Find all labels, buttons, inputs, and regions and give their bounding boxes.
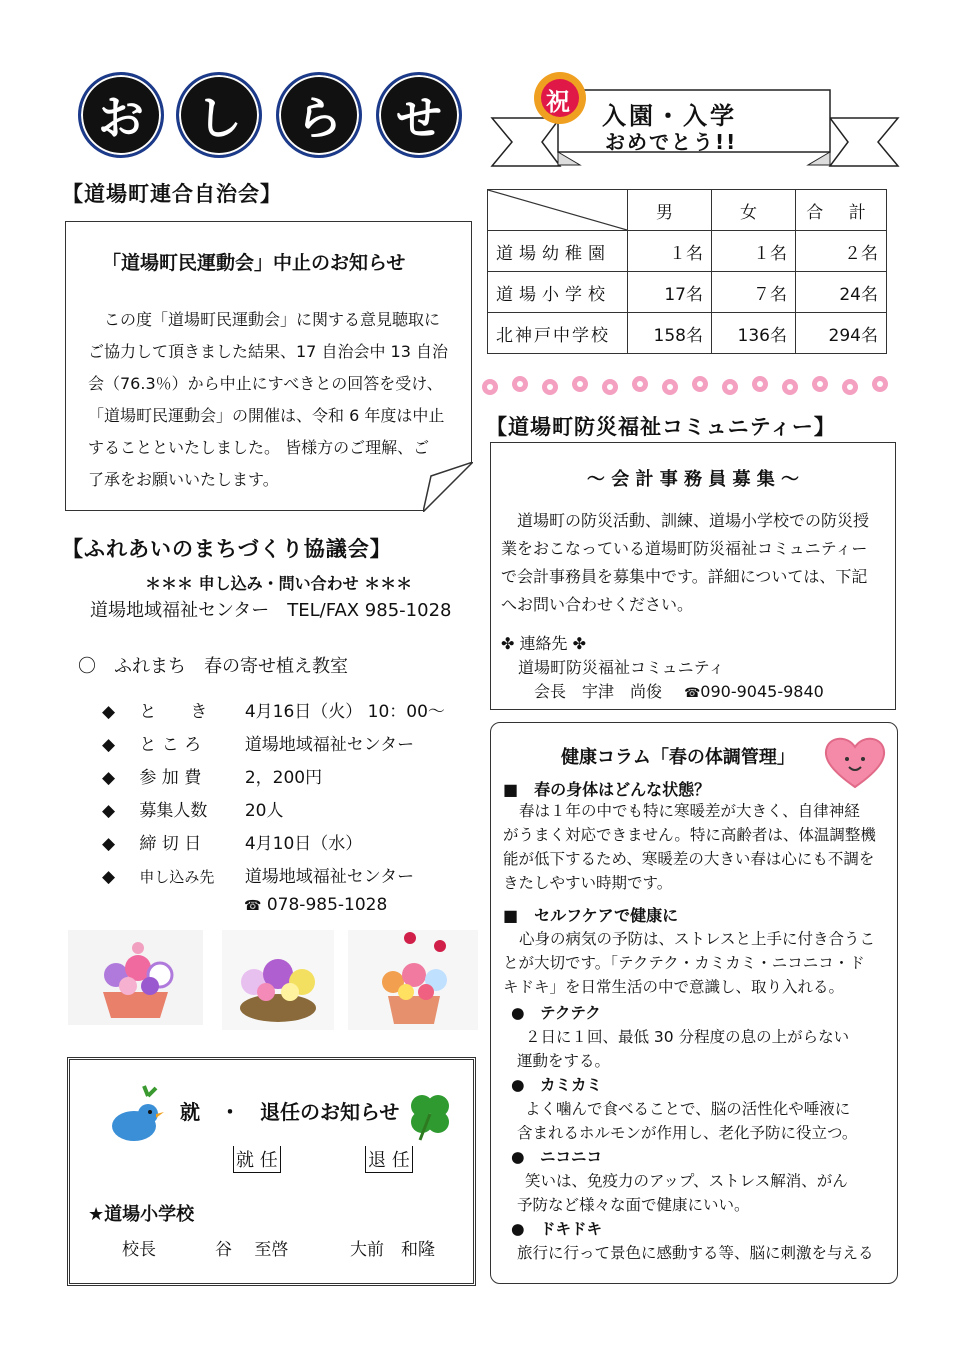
cell-female: １名 [712,231,796,272]
flower-basket-illustration-3 [348,930,478,1030]
detail-row-apply [102,862,414,887]
table-row [488,313,887,354]
recruit-line: 道場町の防災活動、訓練、道場小学校での防災授 [517,511,870,530]
cell-female: ７名 [712,272,796,313]
bird-icon [100,1082,170,1148]
phone-number: 078-985-1028 [266,895,388,915]
detail-value: 4月16日（火） 10：00～ [244,702,445,722]
bullet-diamond-icon: ◆ [102,702,116,722]
detail-label: と こ ろ [139,735,202,755]
item-line: 含まれるホルモンが作用し、老化予防に役立つ。 [517,1124,858,1142]
health-item-kamikami [511,1073,857,1145]
recruit-title: ～ 会 計 事 務 員 募 集 ～ [586,469,800,490]
phone-icon: ☎ [244,898,262,914]
bousai-section-title: 【道場町防災福祉コミュニティー】 [486,415,836,439]
detail-row-fee [102,763,322,788]
col-shunin: 就 任 [233,1146,281,1173]
old-principal: 大前 和隆 [350,1240,435,1260]
contact-tel: 090-9045-9840 [700,682,824,701]
recruit-box [490,442,896,710]
bullet-diamond-icon: ◆ [102,735,116,755]
detail-row-time [102,697,445,722]
cell-male: 158名 [628,313,712,354]
heart-icon [821,729,889,793]
item-head: ● カミカミ [511,1076,603,1094]
clover-bullet-icon: ✤ [572,634,587,653]
center-line: 道場地域福祉センター TEL/FAX 985-1028 [90,600,452,621]
item-line: 旅行に行って景色に感動する等、脳に刺激を与える [517,1244,874,1262]
health-line: きたしやすい時期です。 [503,874,673,892]
health-h1: ■ 春の身体はどんな状態？ [503,780,711,799]
cell-total: ２名 [796,231,887,272]
recruit-body [501,507,869,619]
jichikai-section-title: 【道場町連合自治会】 [62,182,282,206]
health-p2 [503,927,875,999]
diagonal-line [488,190,627,230]
notice-line: 「道場町民運動会」の開催は、令和 6 年度は中止 [88,406,445,425]
bullet-diamond-icon: ◆ [102,867,116,887]
title-char-shi: し [176,72,262,158]
item-line: ２日に１回、最低 30 分程度の息の上がらない [525,1028,850,1046]
enrollment-table [487,189,887,354]
header-male: 男 [628,190,712,231]
detail-value: 道場地域福祉センター [244,735,415,755]
row-name: 北神戸中学校 [488,313,628,354]
page-curl-icon [423,462,473,512]
item-head: ● テクテク [511,1004,601,1022]
cell-total: 294名 [796,313,887,354]
item-line: 運動をする。 [517,1052,611,1070]
notice-line: この度「道場町民運動会」に関する意見聴取に [104,310,441,329]
flower-basket-illustration-1 [68,930,203,1025]
banner-line2: おめでとう!! [605,130,738,154]
health-line: がうまく対応できません。特に高齢者は、体温調整機 [503,826,876,844]
col-tainin: 退 任 [365,1146,413,1173]
detail-value: 4月10日（水） [244,834,363,854]
cell-female: 136名 [712,313,796,354]
row-name: 道場小学校 [488,272,628,313]
table-header-row [488,190,887,231]
detail-row-place [102,730,414,755]
health-column-box [490,722,898,1284]
health-title: 健康コラム「春の体調管理」 [561,747,795,768]
contact-label: 連絡先 [519,634,568,653]
bullet-diamond-icon: ◆ [102,834,116,854]
shunin-notice-box [67,1057,476,1286]
celebration-char: 祝 [546,88,570,116]
bullet-diamond-icon: ◆ [102,768,116,788]
recruit-line: へお問い合わせください。 [501,595,694,614]
detail-row-deadline [102,829,362,854]
phone-icon: ☎ [684,686,701,701]
notice-title: 「道場町民運動会」中止のお知らせ [102,252,406,274]
notice-line: 了承をお願いいたします。 [88,470,279,489]
header-female: 女 [712,190,796,231]
detail-label: 参 加 費 [139,768,202,788]
contact-line: ＊＊＊ 申し込み・問い合わせ ＊＊＊ [145,574,413,593]
health-line: キドキ」を日常生活の中で意識し、取り入れる。 [503,978,845,996]
health-line: 春は１年の中でも特に寒暖差が大きく、自律神経 [519,802,860,820]
detail-row-capacity [102,796,283,821]
notice-line: することといたしました。 皆様方のご理解、ご [88,438,430,457]
undoukai-notice-box [65,221,472,511]
contact-org: 道場町防災福祉コミュニティ [518,658,725,677]
health-line: 能が低下するため、寒暖差の大きい春は心にも不調を [503,850,875,868]
bullet-diamond-icon: ◆ [102,801,116,821]
detail-label: 申し込み先 [139,868,215,886]
recruit-line: で会計事務員を募集中です。詳細については、下記 [501,567,868,586]
phone-line [244,895,387,915]
item-line: 笑いは、免疫力のアップ、ストレス解消、がん [525,1172,848,1190]
item-line: 予防など様々な面で健康にいい。 [517,1196,750,1214]
school-name: ★道場小学校 [88,1204,195,1225]
cell-male: 17名 [628,272,712,313]
health-line: 心身の病気の予防は、ストレスと上手に付き合うこ [519,930,876,948]
title-char-se: せ [376,72,462,158]
notice-line: ご協力して頂きました結果、17 自治会中 13 自治 [88,342,448,361]
shunin-title: 就 ・ 退任のお知らせ [180,1100,400,1124]
role-label: 校長 [122,1240,156,1260]
title-char-o: お [78,72,164,158]
detail-value: 道場地域福祉センター [244,867,415,887]
table-row [488,231,887,272]
health-item-nikoniko [511,1145,848,1217]
detail-value: 20人 [244,801,284,821]
event-title: 〇 ふれまち 春の寄せ植え教室 [78,656,348,677]
detail-label: 募集人数 [139,801,208,821]
health-h2: ■ セルフケアで健康に [503,906,679,925]
banner-line1: 入園・入学 [602,102,737,130]
detail-label: と き [139,702,208,722]
row-name: 道場幼稚園 [488,231,628,272]
flower-divider [478,372,898,402]
detail-value: 2，200円 [244,768,323,788]
clover-icon [400,1084,460,1144]
notice-line: 会（76.3％）から中止にすべきとの回答を受け、 [88,374,443,393]
header-total: 合 計 [796,190,887,231]
item-head: ● ドキドキ [511,1220,603,1238]
item-head: ● ニコニコ [511,1148,603,1166]
table-row [488,272,887,313]
health-line: とが大切です。「テクテク・カミカミ・ニコニコ・ド [503,954,865,972]
contact-person: 会長 宇津 尚俊 [534,682,663,701]
detail-label: 締 切 日 [139,834,202,854]
cell-male: １名 [628,231,712,272]
cell-total: 24名 [796,272,887,313]
contact-row [501,631,586,654]
health-item-dokidoki [511,1217,874,1265]
fureai-section-title: 【ふれあいのまちづくり協議会】 [62,537,392,561]
diagonal-header-cell [488,190,628,231]
new-principal: 谷 至啓 [215,1240,289,1260]
clover-bullet-icon: ✤ [501,634,515,653]
health-item-tekuteku [511,1001,849,1073]
notice-body [88,304,478,496]
title-char-ra: ら [276,72,362,158]
contact-person-row [534,679,824,702]
recruit-line: 業をおこなっている道場町防災福祉コミュニティー [501,539,868,558]
health-p1 [503,799,876,895]
item-line: よく噛んで食べることで、脳の活性化や唾液に [525,1100,851,1118]
flower-basket-illustration-2 [222,930,334,1030]
